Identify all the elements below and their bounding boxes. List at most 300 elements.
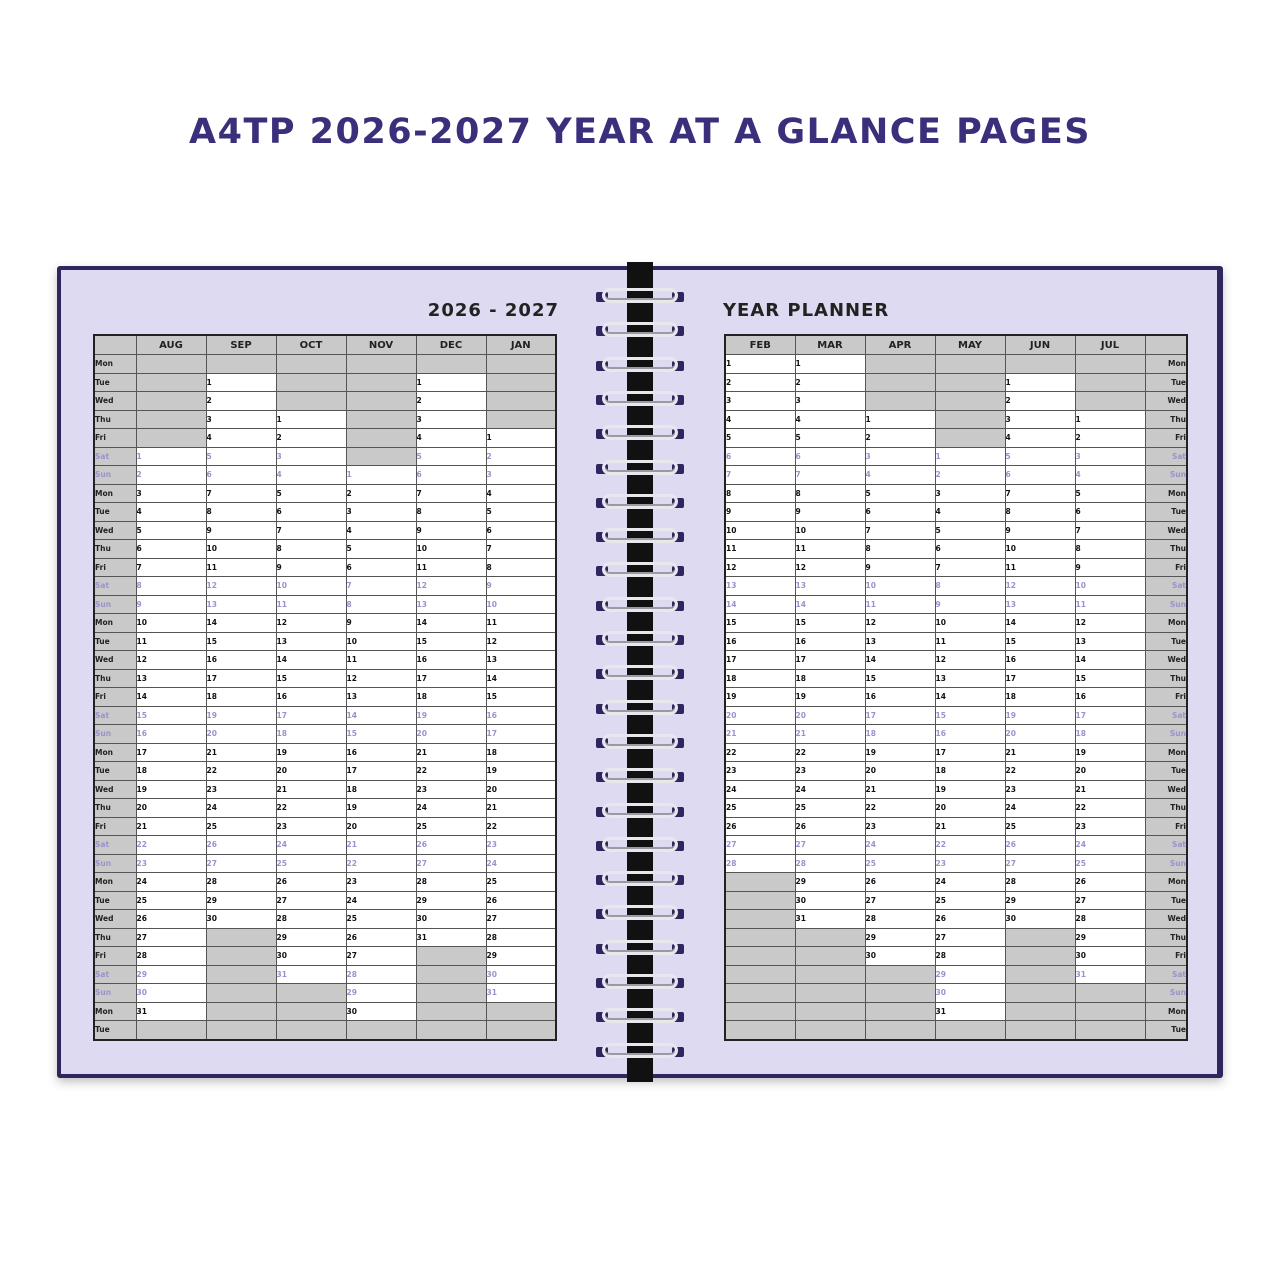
- date-cell: 21: [276, 780, 346, 799]
- empty-cell: [1005, 1002, 1075, 1021]
- date-cell: 22: [346, 854, 416, 873]
- date-cell: 19: [935, 780, 1005, 799]
- date-cell: 1: [865, 410, 935, 429]
- weekday-label: Mon: [94, 614, 136, 633]
- date-cell: 23: [206, 780, 276, 799]
- date-cell: 9: [725, 503, 795, 522]
- empty-cell: [795, 965, 865, 984]
- date-cell: 4: [865, 466, 935, 485]
- date-cell: 19: [416, 706, 486, 725]
- date-cell: 3: [935, 484, 1005, 503]
- empty-cell: [346, 392, 416, 411]
- date-cell: 4: [276, 466, 346, 485]
- date-cell: 16: [725, 632, 795, 651]
- date-cell: 23: [276, 817, 346, 836]
- empty-cell: [725, 1021, 795, 1040]
- date-cell: 14: [416, 614, 486, 633]
- binding-ring: [594, 903, 686, 925]
- date-cell: 29: [795, 873, 865, 892]
- empty-cell: [865, 355, 935, 374]
- date-cell: 2: [1005, 392, 1075, 411]
- date-cell: 13: [935, 669, 1005, 688]
- date-cell: 21: [136, 817, 206, 836]
- empty-cell: [935, 1021, 1005, 1040]
- date-cell: 21: [486, 799, 556, 818]
- weekday-label: Tue: [94, 632, 136, 651]
- date-cell: 7: [346, 577, 416, 596]
- date-cell: 30: [935, 984, 1005, 1003]
- date-cell: 26: [276, 873, 346, 892]
- binding-ring: [594, 458, 686, 480]
- date-cell: 7: [865, 521, 935, 540]
- binding-ring: [594, 595, 686, 617]
- date-cell: 8: [865, 540, 935, 559]
- date-cell: 13: [276, 632, 346, 651]
- date-cell: 31: [1075, 965, 1145, 984]
- date-cell: 8: [1005, 503, 1075, 522]
- empty-cell: [1075, 392, 1145, 411]
- grid-row: [94, 891, 556, 910]
- date-cell: 26: [346, 928, 416, 947]
- empty-cell: [1075, 1002, 1145, 1021]
- date-cell: 27: [1005, 854, 1075, 873]
- date-cell: 18: [206, 688, 276, 707]
- date-cell: 30: [1075, 947, 1145, 966]
- date-cell: 11: [795, 540, 865, 559]
- date-cell: 15: [865, 669, 935, 688]
- grid-row: [725, 447, 1187, 466]
- date-cell: 26: [136, 910, 206, 929]
- date-cell: 10: [935, 614, 1005, 633]
- date-cell: 26: [1075, 873, 1145, 892]
- date-cell: 1: [486, 429, 556, 448]
- date-cell: 3: [795, 392, 865, 411]
- grid-row: [94, 429, 556, 448]
- weekday-label: Fri: [94, 817, 136, 836]
- weekday-label: Tue: [94, 891, 136, 910]
- weekday-label: Mon: [1145, 484, 1187, 503]
- date-cell: 28: [206, 873, 276, 892]
- binding-ring: [594, 423, 686, 445]
- month-header-feb: FEB: [725, 335, 795, 355]
- empty-cell: [935, 373, 1005, 392]
- date-cell: 27: [725, 836, 795, 855]
- date-cell: 9: [795, 503, 865, 522]
- date-cell: 25: [865, 854, 935, 873]
- date-cell: 18: [276, 725, 346, 744]
- empty-cell: [795, 1002, 865, 1021]
- date-cell: 21: [1075, 780, 1145, 799]
- date-cell: 19: [1075, 743, 1145, 762]
- date-cell: 13: [346, 688, 416, 707]
- empty-cell: [206, 355, 276, 374]
- date-cell: 22: [1075, 799, 1145, 818]
- date-cell: 14: [136, 688, 206, 707]
- date-cell: 30: [795, 891, 865, 910]
- weekday-label: Mon: [94, 1002, 136, 1021]
- date-cell: 9: [276, 558, 346, 577]
- date-cell: 24: [725, 780, 795, 799]
- date-cell: 24: [795, 780, 865, 799]
- date-cell: 21: [206, 743, 276, 762]
- date-cell: 28: [1005, 873, 1075, 892]
- date-cell: 6: [416, 466, 486, 485]
- date-cell: 30: [136, 984, 206, 1003]
- date-cell: 8: [206, 503, 276, 522]
- date-cell: 5: [276, 484, 346, 503]
- month-header-aug: AUG: [136, 335, 206, 355]
- empty-cell: [346, 410, 416, 429]
- date-cell: 10: [416, 540, 486, 559]
- weekday-label: Wed: [94, 651, 136, 670]
- date-cell: 25: [935, 891, 1005, 910]
- weekday-label: Mon: [1145, 743, 1187, 762]
- date-cell: 30: [486, 965, 556, 984]
- date-cell: 8: [1075, 540, 1145, 559]
- binding-ring: [594, 835, 686, 857]
- grid-row: [94, 817, 556, 836]
- grid-row: [725, 355, 1187, 374]
- date-cell: 31: [136, 1002, 206, 1021]
- date-cell: 25: [136, 891, 206, 910]
- date-cell: 2: [725, 373, 795, 392]
- empty-cell: [725, 984, 795, 1003]
- date-cell: 12: [486, 632, 556, 651]
- weekday-label: Tue: [94, 373, 136, 392]
- date-cell: 29: [935, 965, 1005, 984]
- empty-cell: [346, 373, 416, 392]
- date-cell: 28: [136, 947, 206, 966]
- date-cell: 29: [206, 891, 276, 910]
- date-cell: 23: [416, 780, 486, 799]
- weekday-label: Sun: [94, 725, 136, 744]
- date-cell: 3: [1075, 447, 1145, 466]
- date-cell: 8: [725, 484, 795, 503]
- date-cell: 1: [136, 447, 206, 466]
- date-cell: 24: [1005, 799, 1075, 818]
- date-cell: 30: [346, 1002, 416, 1021]
- weekday-label: Fri: [1145, 558, 1187, 577]
- date-cell: 5: [725, 429, 795, 448]
- empty-cell: [725, 1002, 795, 1021]
- weekday-label: Thu: [1145, 540, 1187, 559]
- empty-cell: [1005, 355, 1075, 374]
- date-cell: 11: [865, 595, 935, 614]
- date-cell: 16: [276, 688, 346, 707]
- date-cell: 14: [725, 595, 795, 614]
- binding-ring: [594, 355, 686, 377]
- empty-cell: [276, 1021, 346, 1040]
- weekday-label: Thu: [1145, 410, 1187, 429]
- date-cell: 12: [795, 558, 865, 577]
- date-cell: 4: [1075, 466, 1145, 485]
- weekday-label: Thu: [1145, 669, 1187, 688]
- date-cell: 31: [276, 965, 346, 984]
- date-cell: 7: [935, 558, 1005, 577]
- date-cell: 13: [1005, 595, 1075, 614]
- weekday-label: Wed: [94, 780, 136, 799]
- left-page-title: 2026 - 2027: [427, 300, 559, 321]
- date-cell: 18: [1005, 688, 1075, 707]
- grid-row: [725, 466, 1187, 485]
- weekday-label: Sat: [94, 577, 136, 596]
- date-cell: 31: [935, 1002, 1005, 1021]
- grid-row: [725, 910, 1187, 929]
- empty-cell: [935, 355, 1005, 374]
- date-cell: 18: [486, 743, 556, 762]
- date-cell: 13: [795, 577, 865, 596]
- empty-cell: [416, 965, 486, 984]
- grid-row: [725, 873, 1187, 892]
- weekday-label: Tue: [94, 762, 136, 781]
- empty-cell: [276, 1002, 346, 1021]
- weekday-label: Thu: [1145, 799, 1187, 818]
- date-cell: 5: [346, 540, 416, 559]
- weekday-label: Thu: [94, 669, 136, 688]
- grid-row: [94, 725, 556, 744]
- date-cell: 17: [136, 743, 206, 762]
- empty-cell: [416, 1021, 486, 1040]
- date-cell: 10: [1005, 540, 1075, 559]
- date-cell: 3: [865, 447, 935, 466]
- empty-cell: [486, 1002, 556, 1021]
- empty-cell: [416, 1002, 486, 1021]
- date-cell: 29: [136, 965, 206, 984]
- weekday-label: Tue: [1145, 762, 1187, 781]
- date-cell: 28: [486, 928, 556, 947]
- date-cell: 16: [346, 743, 416, 762]
- date-cell: 27: [206, 854, 276, 873]
- date-cell: 22: [416, 762, 486, 781]
- grid-row: [725, 651, 1187, 670]
- grid-row: [94, 355, 556, 374]
- grid-row: [725, 1002, 1187, 1021]
- weekday-label: Thu: [94, 799, 136, 818]
- binding-ring: [594, 286, 686, 308]
- date-cell: 29: [486, 947, 556, 966]
- empty-cell: [486, 373, 556, 392]
- grid-row: [94, 1021, 556, 1040]
- date-cell: 5: [935, 521, 1005, 540]
- date-cell: 19: [725, 688, 795, 707]
- date-cell: 16: [416, 651, 486, 670]
- date-cell: 7: [1075, 521, 1145, 540]
- grid-row: [725, 484, 1187, 503]
- grid-row: [94, 447, 556, 466]
- date-cell: 8: [346, 595, 416, 614]
- date-cell: 18: [725, 669, 795, 688]
- weekday-label: Tue: [1145, 891, 1187, 910]
- empty-cell: [206, 947, 276, 966]
- date-cell: 30: [1005, 910, 1075, 929]
- date-cell: 24: [136, 873, 206, 892]
- date-cell: 20: [865, 762, 935, 781]
- binding-ring: [594, 972, 686, 994]
- right-year-grid: [724, 334, 1188, 1041]
- date-cell: 1: [1005, 373, 1075, 392]
- empty-cell: [725, 891, 795, 910]
- empty-cell: [725, 965, 795, 984]
- weekday-label: Mon: [94, 355, 136, 374]
- date-cell: 9: [416, 521, 486, 540]
- empty-cell: [795, 928, 865, 947]
- weekday-label: Fri: [94, 947, 136, 966]
- grid-row: [725, 632, 1187, 651]
- date-cell: 30: [276, 947, 346, 966]
- date-cell: 14: [795, 595, 865, 614]
- spiral-binding: [594, 286, 686, 1066]
- date-cell: 2: [935, 466, 1005, 485]
- date-cell: 25: [795, 799, 865, 818]
- date-cell: 28: [935, 947, 1005, 966]
- date-cell: 12: [416, 577, 486, 596]
- date-cell: 16: [935, 725, 1005, 744]
- date-cell: 25: [725, 799, 795, 818]
- date-cell: 1: [276, 410, 346, 429]
- grid-row: [94, 466, 556, 485]
- date-cell: 26: [416, 836, 486, 855]
- date-cell: 6: [1005, 466, 1075, 485]
- date-cell: 4: [346, 521, 416, 540]
- date-cell: 10: [276, 577, 346, 596]
- date-cell: 29: [865, 928, 935, 947]
- date-cell: 5: [795, 429, 865, 448]
- grid-row: [725, 558, 1187, 577]
- empty-cell: [346, 429, 416, 448]
- empty-cell: [136, 355, 206, 374]
- date-cell: 26: [725, 817, 795, 836]
- grid-row: [725, 410, 1187, 429]
- date-cell: 6: [935, 540, 1005, 559]
- date-cell: 10: [486, 595, 556, 614]
- date-cell: 14: [1075, 651, 1145, 670]
- date-cell: 27: [1075, 891, 1145, 910]
- binding-ring: [594, 526, 686, 548]
- binding-ring: [594, 663, 686, 685]
- grid-row: [725, 577, 1187, 596]
- date-cell: 22: [276, 799, 346, 818]
- date-cell: 15: [276, 669, 346, 688]
- date-cell: 17: [276, 706, 346, 725]
- grid-row: [725, 743, 1187, 762]
- date-cell: 22: [1005, 762, 1075, 781]
- grid-row: [725, 799, 1187, 818]
- weekday-label: Sun: [1145, 595, 1187, 614]
- weekday-label: Thu: [94, 540, 136, 559]
- weekday-label: Thu: [94, 410, 136, 429]
- date-cell: 12: [276, 614, 346, 633]
- date-cell: 18: [136, 762, 206, 781]
- empty-cell: [486, 355, 556, 374]
- date-cell: 20: [486, 780, 556, 799]
- weekday-label: Mon: [1145, 355, 1187, 374]
- grid-row: [725, 780, 1187, 799]
- date-cell: 12: [865, 614, 935, 633]
- date-cell: 7: [795, 466, 865, 485]
- date-cell: 11: [1075, 595, 1145, 614]
- grid-row: [725, 965, 1187, 984]
- weekday-label: Sun: [94, 854, 136, 873]
- date-cell: 16: [136, 725, 206, 744]
- date-cell: 12: [935, 651, 1005, 670]
- date-cell: 15: [795, 614, 865, 633]
- date-cell: 26: [1005, 836, 1075, 855]
- date-cell: 24: [935, 873, 1005, 892]
- date-cell: 8: [136, 577, 206, 596]
- date-cell: 7: [276, 521, 346, 540]
- empty-cell: [136, 429, 206, 448]
- date-cell: 9: [935, 595, 1005, 614]
- empty-cell: [416, 984, 486, 1003]
- grid-row: [94, 688, 556, 707]
- date-cell: 22: [795, 743, 865, 762]
- date-cell: 25: [1005, 817, 1075, 836]
- date-cell: 1: [206, 373, 276, 392]
- date-cell: 15: [1075, 669, 1145, 688]
- date-cell: 19: [136, 780, 206, 799]
- date-cell: 20: [346, 817, 416, 836]
- date-cell: 30: [206, 910, 276, 929]
- left-year-grid: [93, 334, 557, 1041]
- binding-ring: [594, 766, 686, 788]
- empty-cell: [346, 355, 416, 374]
- grid-row: [725, 1021, 1187, 1040]
- date-cell: 14: [346, 706, 416, 725]
- date-cell: 4: [416, 429, 486, 448]
- date-cell: 2: [276, 429, 346, 448]
- grid-row: [725, 947, 1187, 966]
- date-cell: 24: [346, 891, 416, 910]
- date-cell: 18: [795, 669, 865, 688]
- date-cell: 28: [725, 854, 795, 873]
- date-cell: 13: [486, 651, 556, 670]
- date-cell: 6: [276, 503, 346, 522]
- date-cell: 3: [136, 484, 206, 503]
- month-header-dec: DEC: [416, 335, 486, 355]
- header-blank: [94, 335, 136, 355]
- date-cell: 19: [346, 799, 416, 818]
- date-cell: 30: [416, 910, 486, 929]
- weekday-label: Sat: [94, 447, 136, 466]
- date-cell: 12: [206, 577, 276, 596]
- date-cell: 19: [206, 706, 276, 725]
- weekday-label: Tue: [1145, 503, 1187, 522]
- weekday-label: Sun: [1145, 466, 1187, 485]
- date-cell: 11: [725, 540, 795, 559]
- date-cell: 2: [346, 484, 416, 503]
- empty-cell: [206, 928, 276, 947]
- binding-ring: [594, 1041, 686, 1063]
- date-cell: 7: [136, 558, 206, 577]
- date-cell: 20: [725, 706, 795, 725]
- date-cell: 28: [346, 965, 416, 984]
- date-cell: 23: [865, 817, 935, 836]
- date-cell: 28: [1075, 910, 1145, 929]
- grid-row: [94, 873, 556, 892]
- grid-row: [94, 836, 556, 855]
- date-cell: 10: [1075, 577, 1145, 596]
- empty-cell: [206, 965, 276, 984]
- date-cell: 7: [206, 484, 276, 503]
- empty-cell: [1005, 984, 1075, 1003]
- grid-row: [725, 817, 1187, 836]
- weekday-label: Fri: [1145, 947, 1187, 966]
- grid-row: [94, 743, 556, 762]
- date-cell: 27: [276, 891, 346, 910]
- date-cell: 14: [206, 614, 276, 633]
- date-cell: 11: [1005, 558, 1075, 577]
- date-cell: 15: [346, 725, 416, 744]
